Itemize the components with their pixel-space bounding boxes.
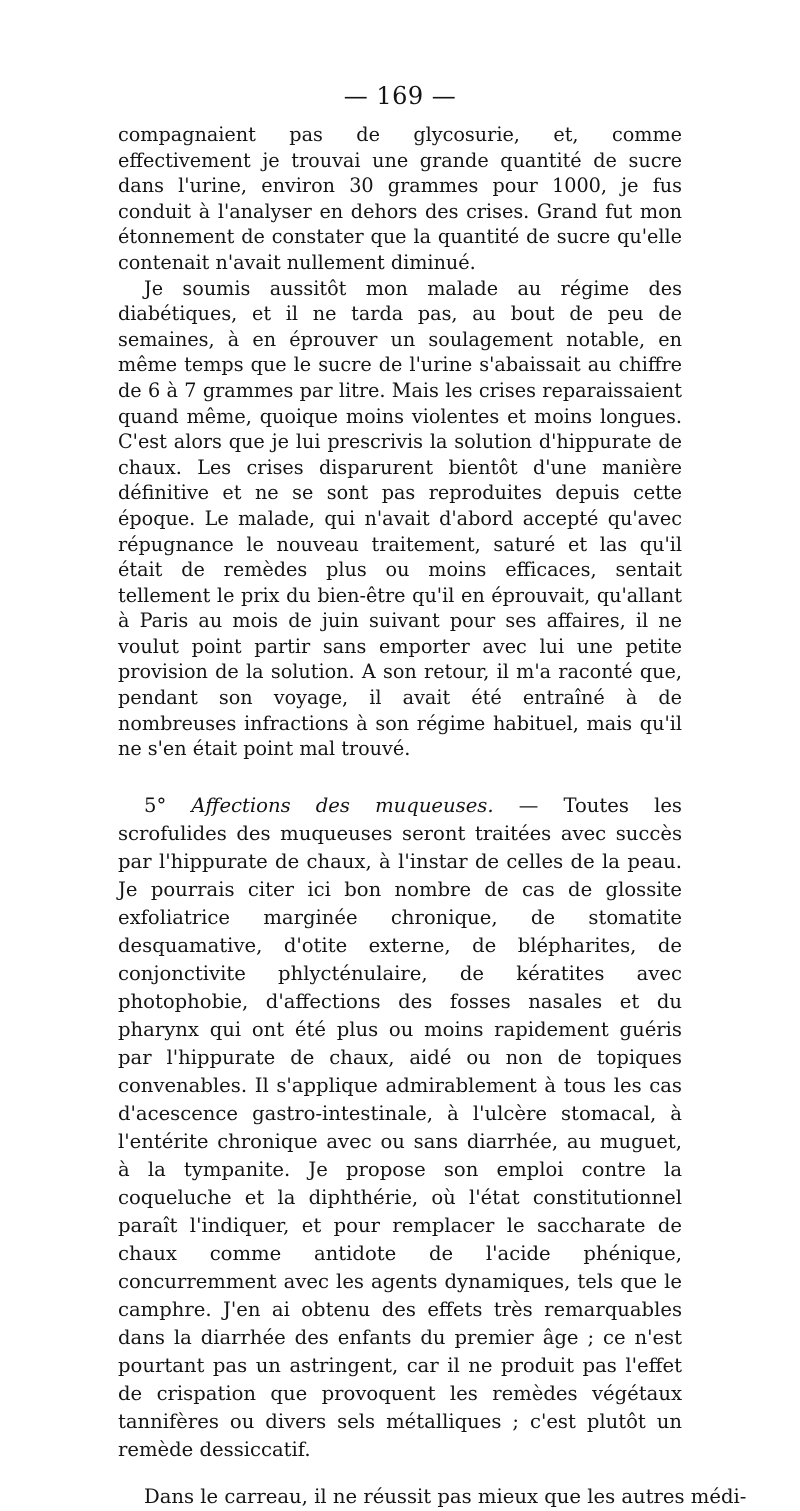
section-heading: Affections des muqueuses. (191, 793, 494, 817)
section-affections-muqueuses (118, 792, 682, 1464)
page-number: — 169 — (343, 82, 457, 110)
paragraph-continuation: compagnaient pas de glycosurie, et, comme effectivement je trouvai une grande quantité de sucre dans l'urine, environ 30 grammes pour 1000, je fus conduit à l'analyser en dehors des crises. Grand fut mon étonnement de constater que la quantité de sucre qu'elle contenait n'avait nullement diminué. (118, 123, 682, 274)
section-text: Toutes les scrofulides des muqueuses seront traitées avec succès par l'hippurate de chaux, à l'instar de celles de la peau. Je pourrais citer ici bon nombre de cas de glossite exfoliatrice marginée chronique, de stomatite desquamative, d'otite externe, de blépharites, de conjonctivite phlycténulaire, de kératites avec photophobie, d'affections des fosses nasales et du pharynx qui ont été plus ou moins rapidement guéris par l'hippurate de chaux, aidé ou non de topiques convenables. Il s'applique admirablement à tous les cas d'acescence gastro-intestinale, à l'ulcère stomacal, à l'entérite chronique avec ou sans diarrhée, au muguet, à la tympanite. Je propose son emploi contre la coqueluche et la diphthérie, où l'état constitutionnel paraît l'indiquer, et pour remplacer le saccharate de chaux comme antidote de l'acide phénique, concurremment avec les agents dynamiques, tels que le camphre. J'en ai obtenu des effets très remarquables dans la diarrhée des enfants du premier âge ; ce n'est pourtant pas un astringent, car il ne produit pas l'effet de crispation que provoquent les remèdes végétaux tannifères ou divers sels métalliques ; c'est plutôt un remède dessiccatif. (118, 793, 682, 1461)
closing-line: Dans le carreau, il ne réussit pas mieux que les autres médi- (144, 1485, 747, 1509)
book-page (118, 82, 747, 1511)
section-dash: — (493, 793, 564, 817)
paragraph-diabetes-treatment: Je soumis aussitôt mon malade au régime des diabétiques, et il ne tarda pas, au bout de peu de semaines, à en éprouver un soulagement notable, en même temps que le sucre de l'urine s'abaissait au chiffre de 6 à 7 grammes par litre. Mais les crises reparaissaient quand même, quoique moins violentes et moins longues. C'est alors que je lui prescrivis la solution d'hippurate de chaux. Les crises disparurent bientôt d'une manière définitive et ne se sont pas reproduites depuis cette époque. Le malade, qui n'avait d'abord accepté qu'avec répugnance le nouveau traitement, saturé et las qu'il était de remèdes plus ou moins efficaces, sentait tellement le prix du bien-être qu'il en éprouvait, qu'allant à Paris au mois de juin suivant pour ses affaires, il ne voulut point partir sans emporter avec lui une petite provision de la solution. A son retour, il m'a raconté que, pendant son voyage, il avait été entraîné à de nombreuses infractions à son régime habituel, mais qu'il ne s'en était point mal trouvé. (118, 276, 682, 761)
section-number: 5° (144, 793, 167, 817)
